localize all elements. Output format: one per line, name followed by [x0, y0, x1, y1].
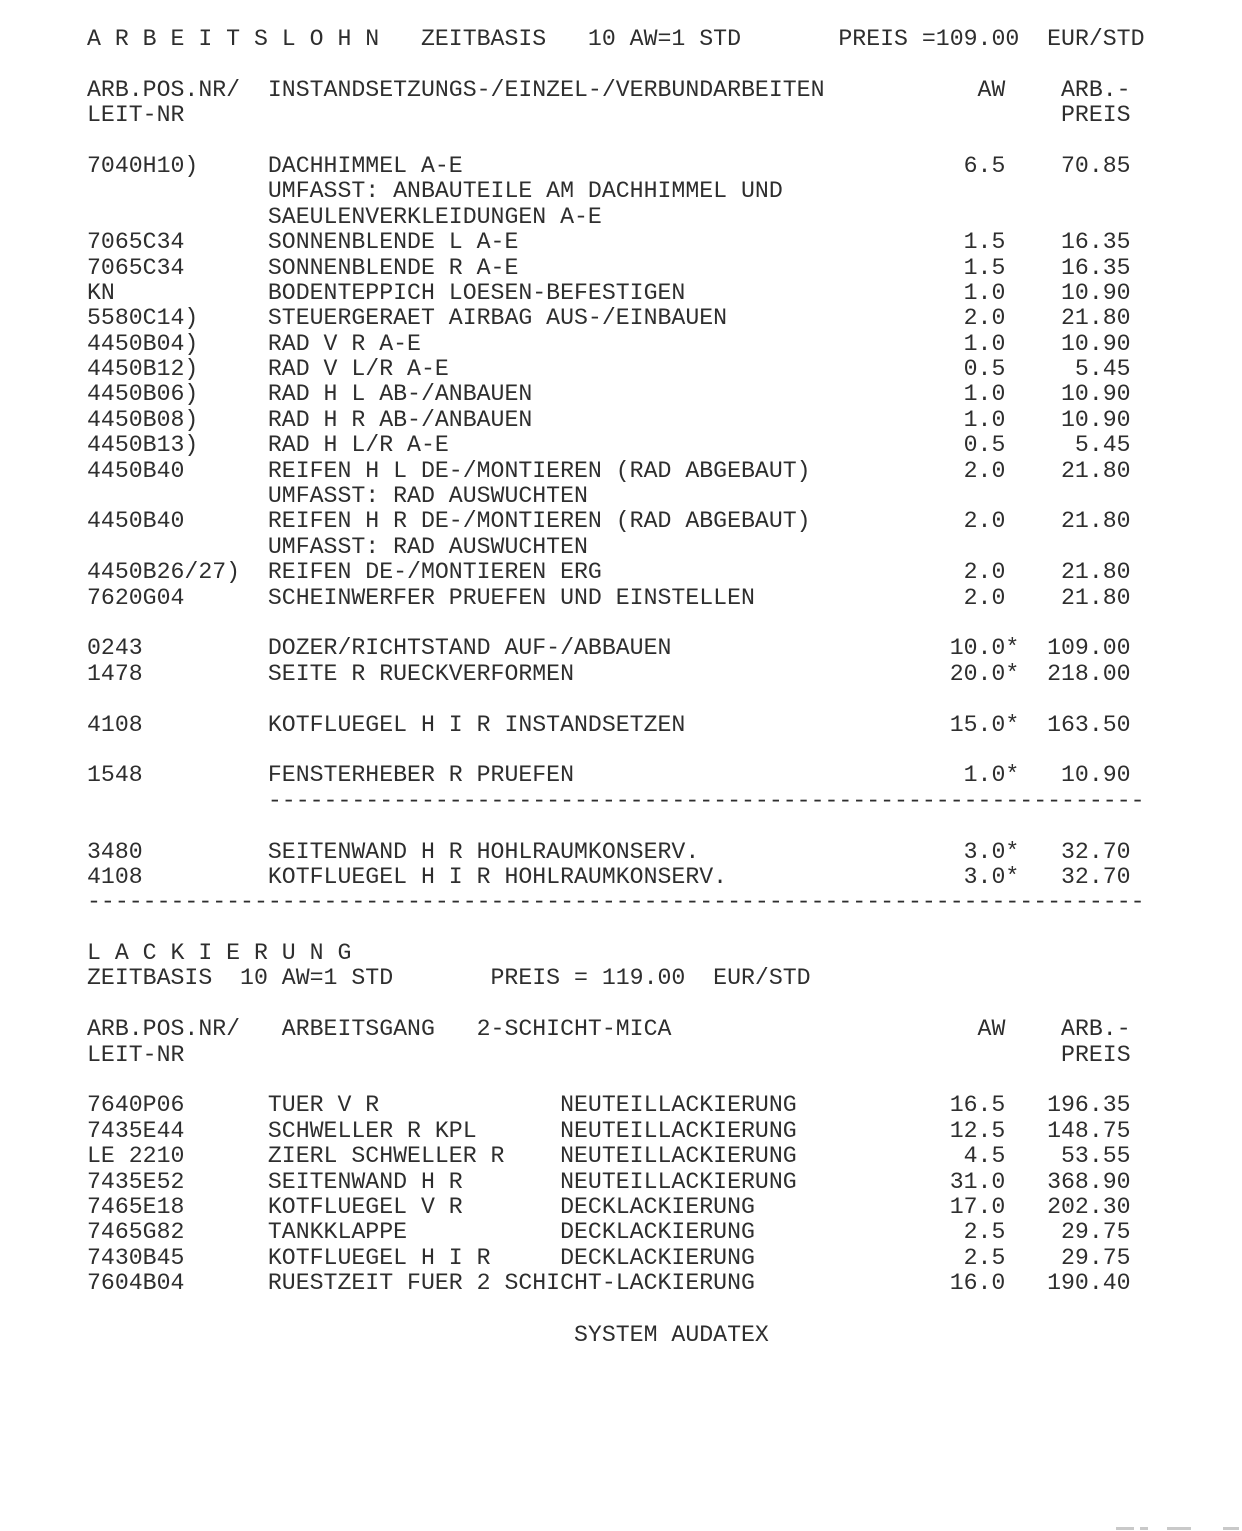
paint-operation: DECKLACKIERUNG [560, 1193, 755, 1220]
position-code: 1478 [87, 660, 143, 687]
work-item-row [87, 407, 1131, 432]
price-value: 368.90 [1047, 1168, 1131, 1195]
position-code: 7435E44 [87, 1117, 185, 1144]
work-description: SONNENBLENDE L A-E [267, 229, 519, 256]
work-item-row [87, 762, 1131, 787]
work-item-row [87, 508, 1131, 533]
part-description: TANKKLAPPE [267, 1219, 408, 1246]
price-value: 10.90 [1061, 279, 1131, 306]
aw-value: 2.0 [963, 457, 1006, 484]
price-value: 109.00 [1047, 635, 1131, 662]
work-description: FENSTERHEBER R PRUEFEN [267, 762, 575, 789]
work-item-row [87, 889, 1145, 916]
price-value: 32.70 [1061, 838, 1131, 865]
price-value: 21.80 [1061, 457, 1131, 484]
position-code: 7430B45 [87, 1244, 185, 1271]
position-code: 7604B04 [87, 1270, 185, 1297]
work-description: REIFEN DE-/MONTIEREN ERG [267, 559, 602, 586]
zeitbasis-value: 10 AW=1 STD [587, 26, 741, 52]
part-description: KOTFLUEGEL V R [267, 1193, 463, 1220]
aw-value: 20.0 [949, 660, 1006, 687]
work-item-row [87, 661, 1131, 686]
price-value: 10.90 [1061, 381, 1131, 408]
work-description: RAD H R AB-/ANBAUEN [267, 406, 533, 433]
position-code: 4450B08) [87, 406, 199, 433]
position-code: 0243 [87, 635, 143, 662]
position-code: 7640P06 [87, 1092, 185, 1119]
position-code: 4450B04) [87, 330, 199, 357]
column-header-price2: PREIS [1061, 1041, 1131, 1068]
position-code: 7620G04 [87, 584, 185, 611]
position-code: 7435E52 [87, 1168, 185, 1195]
paint-operation: NEUTEILLACKIERUNG [560, 1168, 797, 1195]
work-description: --------------------------------------------------------------- [267, 787, 1145, 814]
part-description: KOTFLUEGEL H I R [267, 1244, 491, 1271]
hourly-rate: PREIS =109.00 [838, 26, 1020, 52]
aw-value: 2.0 [963, 508, 1006, 535]
work-item-row [87, 686, 1131, 711]
work-description: UMFASST: ANBAUTEILE AM DACHHIMMEL UND [267, 178, 783, 205]
paint-operation: NEUTEILLACKIERUNG [560, 1092, 797, 1119]
paint-item-row [87, 1219, 1131, 1244]
part-description: TUER V R [267, 1092, 380, 1119]
work-description: BODENTEPPICH LOESEN-BEFESTIGEN [267, 279, 686, 306]
work-description: KOTFLUEGEL H I R INSTANDSETZEN [267, 711, 686, 738]
column-header-price: ARB.- [1061, 76, 1131, 103]
position-code: 3480 [87, 838, 143, 865]
price-value: 10.90 [1061, 330, 1131, 357]
work-item-row [87, 153, 1131, 178]
work-description: SONNENBLENDE R A-E [267, 254, 519, 281]
price-value: 29.75 [1061, 1244, 1131, 1271]
aw-value: 17.0 [949, 1193, 1006, 1220]
price-value: 21.80 [1061, 305, 1131, 332]
work-item-row [87, 483, 1131, 508]
price-value: 218.00 [1047, 660, 1131, 687]
price-value: 32.70 [1061, 863, 1131, 890]
aw-value: 1.0 [963, 279, 1006, 306]
lackierung-rate: PREIS = 119.00 [490, 965, 686, 992]
paint-item-row [87, 1092, 1131, 1117]
position-code: 4450B12) [87, 356, 199, 383]
work-description: REIFEN H R DE-/MONTIEREN (RAD ABGEBAUT) [267, 508, 811, 535]
price-value: 29.75 [1061, 1219, 1131, 1246]
price-value: 10.90 [1061, 762, 1131, 789]
work-description: REIFEN H L DE-/MONTIEREN (RAD ABGEBAUT) [267, 457, 811, 484]
price-value: 21.80 [1061, 559, 1131, 586]
price-value: 5.45 [1074, 432, 1131, 459]
work-item-row [87, 229, 1131, 254]
position-code: 7040H10) [87, 152, 199, 179]
work-item-row [87, 559, 1131, 584]
scan-artifact [1116, 1527, 1134, 1530]
lackierung-column-header-row-2 [87, 1042, 1131, 1067]
part-description: SCHWELLER R KPL [267, 1117, 477, 1144]
position-code: 5580C14) [87, 305, 199, 332]
work-item-row [87, 737, 1131, 762]
system-footer: SYSTEM AUDATEX [574, 1321, 769, 1348]
paint-item-row [87, 1143, 1131, 1168]
price-value: 163.50 [1047, 711, 1131, 738]
aw-value: 12.5 [949, 1117, 1006, 1144]
column-header-leit-nr: LEIT-NR [87, 1041, 185, 1068]
aw-value: 16.0 [949, 1270, 1006, 1297]
aw-value: 2.5 [963, 1219, 1006, 1246]
column-header-aw: AW [977, 1016, 1006, 1043]
work-item-row [87, 635, 1131, 660]
price-value: 21.80 [1061, 508, 1131, 535]
section-title-lackierung: L A C K I E R U N G [87, 940, 352, 967]
price-value: 202.30 [1047, 1193, 1131, 1220]
arbeitslohn-column-header-row-2 [87, 102, 1131, 127]
price-value: 53.55 [1061, 1143, 1131, 1170]
aw-asterisk-flag: * [1005, 762, 1020, 789]
work-description: SEITENWAND H R HOHLRAUMKONSERV. [267, 838, 700, 865]
column-header-pos-nr: ARB.POS.NR/ [87, 1016, 241, 1043]
scan-artifact [1223, 1527, 1239, 1530]
column-header-description: INSTANDSETZUNGS-/EINZEL-/VERBUNDARBEITEN [267, 76, 825, 103]
aw-value: 1.0 [963, 381, 1006, 408]
price-value: 16.35 [1061, 229, 1131, 256]
aw-value: 1.5 [963, 254, 1006, 281]
paint-item-row [87, 1270, 1131, 1295]
aw-value: 15.0 [949, 711, 1006, 738]
aw-value: 1.0 [963, 762, 1006, 789]
scan-artifact [1167, 1527, 1191, 1530]
work-description: SAEULENVERKLEIDUNGEN A-E [267, 203, 602, 230]
aw-asterisk-flag: * [1005, 838, 1020, 865]
lackierung-zeitbasis-line [87, 965, 1131, 990]
work-item-row [87, 331, 1131, 356]
rate-unit: EUR/STD [1047, 26, 1145, 52]
paint-operation: NEUTEILLACKIERUNG [560, 1143, 797, 1170]
aw-asterisk-flag: * [1005, 635, 1020, 662]
position-code: 4108 [87, 711, 143, 738]
price-value: 16.35 [1061, 254, 1131, 281]
aw-value: 2.0 [963, 559, 1006, 586]
aw-asterisk-flag: * [1005, 863, 1020, 890]
work-item-row [87, 585, 1131, 610]
blank-line [87, 915, 1131, 940]
work-description: SEITE R RUECKVERFORMEN [267, 660, 575, 687]
work-description: DOZER/RICHTSTAND AUF-/ABBAUEN [267, 635, 672, 662]
column-header-aw: AW [977, 76, 1006, 103]
arbeitslohn-rows [87, 152, 1145, 916]
work-item-row [87, 610, 1131, 635]
work-description: RAD V L/R A-E [267, 356, 449, 383]
position-code: KN [87, 279, 115, 306]
aw-value: 2.0 [963, 305, 1006, 332]
aw-value: 2.0 [963, 584, 1006, 611]
lackierung-rows [87, 1092, 1131, 1295]
lackierung-rate-unit: EUR/STD [713, 965, 811, 992]
work-item-row [87, 381, 1131, 406]
lackierung-column-header-row-1 [87, 1016, 1131, 1041]
work-description: KOTFLUEGEL H I R HOHLRAUMKONSERV. [267, 863, 728, 890]
repair-calculation-document [87, 26, 1145, 1348]
column-header-paint-system: 2-SCHICHT-MICA [476, 1016, 672, 1043]
work-item-row [87, 839, 1131, 864]
column-header-arbeitsgang: ARBEITSGANG [281, 1016, 435, 1043]
aw-value: 10.0 [949, 635, 1006, 662]
price-value: 148.75 [1047, 1117, 1131, 1144]
position-code: 4450B13) [87, 432, 199, 459]
work-item-row [87, 864, 1131, 889]
part-description: ZIERL SCHWELLER R [267, 1143, 505, 1170]
work-item-row [87, 432, 1131, 457]
paint-operation: NEUTEILLACKIERUNG [560, 1117, 797, 1144]
paint-operation: DECKLACKIERUNG [560, 1244, 755, 1271]
work-description: DACHHIMMEL A-E [267, 152, 463, 179]
column-header-price: ARB.- [1061, 1016, 1131, 1043]
part-description: RUESTZEIT FUER 2 SCHICHT-LACKIERUNG [267, 1270, 755, 1297]
position-code: 7065C34 [87, 254, 185, 281]
work-description: RAD H L AB-/ANBAUEN [267, 381, 533, 408]
zeitbasis-label: ZEITBASIS [420, 26, 547, 52]
aw-value: 0.5 [963, 356, 1006, 383]
work-item-row [87, 458, 1131, 483]
aw-value: 16.5 [949, 1092, 1006, 1119]
blank-line [87, 991, 1131, 1016]
aw-value: 3.0 [963, 838, 1006, 865]
work-description: SCHEINWERFER PRUEFEN UND EINSTELLEN [267, 584, 755, 611]
work-item-row [87, 255, 1131, 280]
position-code: 4450B40 [87, 457, 185, 484]
price-value: 10.90 [1061, 406, 1131, 433]
lackierung-zeitbasis: ZEITBASIS 10 AW=1 STD [87, 965, 394, 992]
work-item-row [87, 178, 1131, 203]
column-header-pos-nr: ARB.POS.NR/ [87, 76, 241, 103]
work-description: UMFASST: RAD AUSWUCHTEN [267, 533, 588, 560]
position-code: 1548 [87, 762, 143, 789]
aw-value: 2.5 [963, 1244, 1006, 1271]
work-description: RAD H L/R A-E [267, 432, 449, 459]
blank-line [87, 128, 1131, 153]
aw-value: 0.5 [963, 432, 1006, 459]
position-code: 7065C34 [87, 229, 185, 256]
price-value: 190.40 [1047, 1270, 1131, 1297]
aw-value: 1.0 [963, 330, 1006, 357]
work-item-row [87, 356, 1131, 381]
part-description: SEITENWAND H R [267, 1168, 463, 1195]
paint-item-row [87, 1169, 1131, 1194]
lackierung-title-line [87, 940, 1131, 965]
work-item-row [87, 280, 1131, 305]
system-footer-line [87, 1296, 1131, 1348]
aw-value: 6.5 [963, 152, 1006, 179]
position-code: LE 2210 [87, 1143, 185, 1170]
work-item-row [87, 787, 1145, 814]
price-value: 21.80 [1061, 584, 1131, 611]
paint-operation: DECKLACKIERUNG [560, 1219, 755, 1246]
work-item-row [87, 305, 1131, 330]
price-value: 5.45 [1074, 356, 1131, 383]
paint-item-row [87, 1118, 1131, 1143]
blank-line [87, 1067, 1131, 1092]
aw-value: 1.0 [963, 406, 1006, 433]
scan-artifact [1140, 1527, 1148, 1530]
paint-item-row [87, 1245, 1131, 1270]
position-code: 7465G82 [87, 1219, 185, 1246]
work-item-row [87, 813, 1131, 838]
work-item-row [87, 712, 1131, 737]
aw-value: 3.0 [963, 863, 1006, 890]
aw-value: 1.5 [963, 229, 1006, 256]
price-value: 196.35 [1047, 1092, 1131, 1119]
position-code: 4108 [87, 863, 143, 890]
position-code: 7465E18 [87, 1193, 185, 1220]
price-value: 70.85 [1061, 152, 1131, 179]
aw-asterisk-flag: * [1005, 711, 1020, 738]
work-description: RAD V R A-E [267, 330, 421, 357]
work-description: UMFASST: RAD AUSWUCHTEN [267, 483, 588, 510]
section-title-arbeitslohn: A R B E I T S L O H N [87, 26, 380, 52]
work-item-row [87, 534, 1131, 559]
work-item-row [87, 204, 1131, 229]
aw-value: 4.5 [963, 1143, 1006, 1170]
aw-value: 31.0 [949, 1168, 1006, 1195]
arbeitslohn-header-line [87, 26, 1145, 52]
aw-asterisk-flag: * [1005, 660, 1020, 687]
position-code: 4450B06) [87, 381, 199, 408]
position-code: ---------------------------------------------------------------------------- [87, 889, 1145, 916]
column-header-leit-nr: LEIT-NR [87, 102, 185, 129]
work-description: STEUERGERAET AIRBAG AUS-/EINBAUEN [267, 305, 728, 332]
paint-item-row [87, 1194, 1131, 1219]
blank-line [87, 51, 1131, 76]
position-code: 4450B40 [87, 508, 185, 535]
arbeitslohn-column-header-row-1 [87, 77, 1131, 102]
position-code: 4450B26/27) [87, 559, 241, 586]
column-header-price2: PREIS [1061, 102, 1131, 129]
